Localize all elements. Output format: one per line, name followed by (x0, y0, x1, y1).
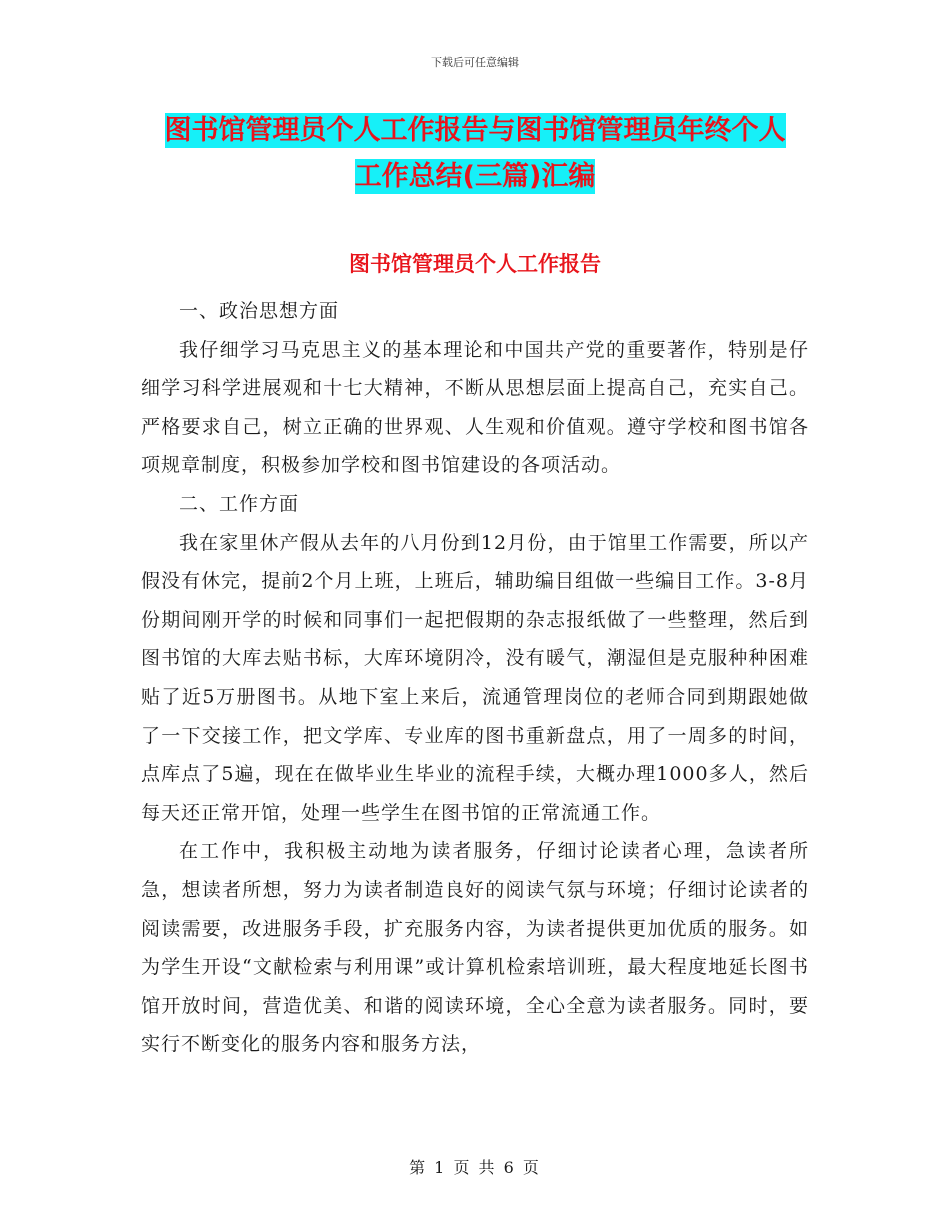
page-header-note: 下载后可任意编辑 (431, 56, 519, 69)
paragraph: 我仔细学习马克思主义的基本理论和中国共产党的重要著作，特别是仔细学习科学进展观和十七大精神，不断从思想层面上提高自己，充实自己。严格要求自己，树立正确的世界观、人生观和价值观。遵守学校和图书馆各项规章制度，积极参加学校和图书馆建设的各项活动。 (141, 338, 809, 477)
paragraph: 我在家里休产假从去年的八月份到12月份，由于馆里工作需要，所以产假没有休完，提前2个月上班，上班后，辅助编目组做一些编目工作。3-8月份期间刚开学的时候和同事们一起把假期的杂志报纸做了一些整理，然后到图书馆的大库去贴书标，大库环境阴冷，没有暖气，潮湿但是克服种种困难贴了近5万册图书。从地下室上来后，流通管理岗位的老师合同到期跟她做了一下交接工作，把文学库、专业库的图书重新盘点，用了一周多的时间，点库点了5遍，现在在做毕业生毕业的流程手续，大概办理1000多人，然后每天还正常开馆，处理一些学生在图书馆的正常流通工作。 (141, 531, 809, 824)
paragraph: 在工作中，我积极主动地为读者服务，仔细讨论读者心理，急读者所急，想读者所想，努力为读者制造良好的阅读气氛与环境；仔细讨论读者的阅读需要，改进服务手段，扩充服务内容，为读者提供更加优质的服务。如为学生开设“文献检索与利用课”或计算机检索培训班，最大程度地延长图书馆开放时间，营造优美、和谐的阅读环境，全心全意为读者服务。同时，要实行不断变化的服务内容和服务方法， (141, 840, 809, 1056)
body-text (141, 292, 809, 1064)
document-title-line1: 图书馆管理员个人工作报告与图书馆管理员年终个人 (164, 115, 786, 146)
document-title-line2: 工作总结(三篇)汇编 (354, 161, 596, 192)
paragraph-heading-politics: 一、政治思想方面 (179, 300, 340, 322)
document-title (150, 108, 800, 200)
page-footer: 第 1 页 共 6 页 (409, 1158, 541, 1177)
section-title: 图书馆管理员个人工作报告 (349, 252, 601, 276)
paragraph-heading-work: 二、工作方面 (179, 492, 300, 515)
